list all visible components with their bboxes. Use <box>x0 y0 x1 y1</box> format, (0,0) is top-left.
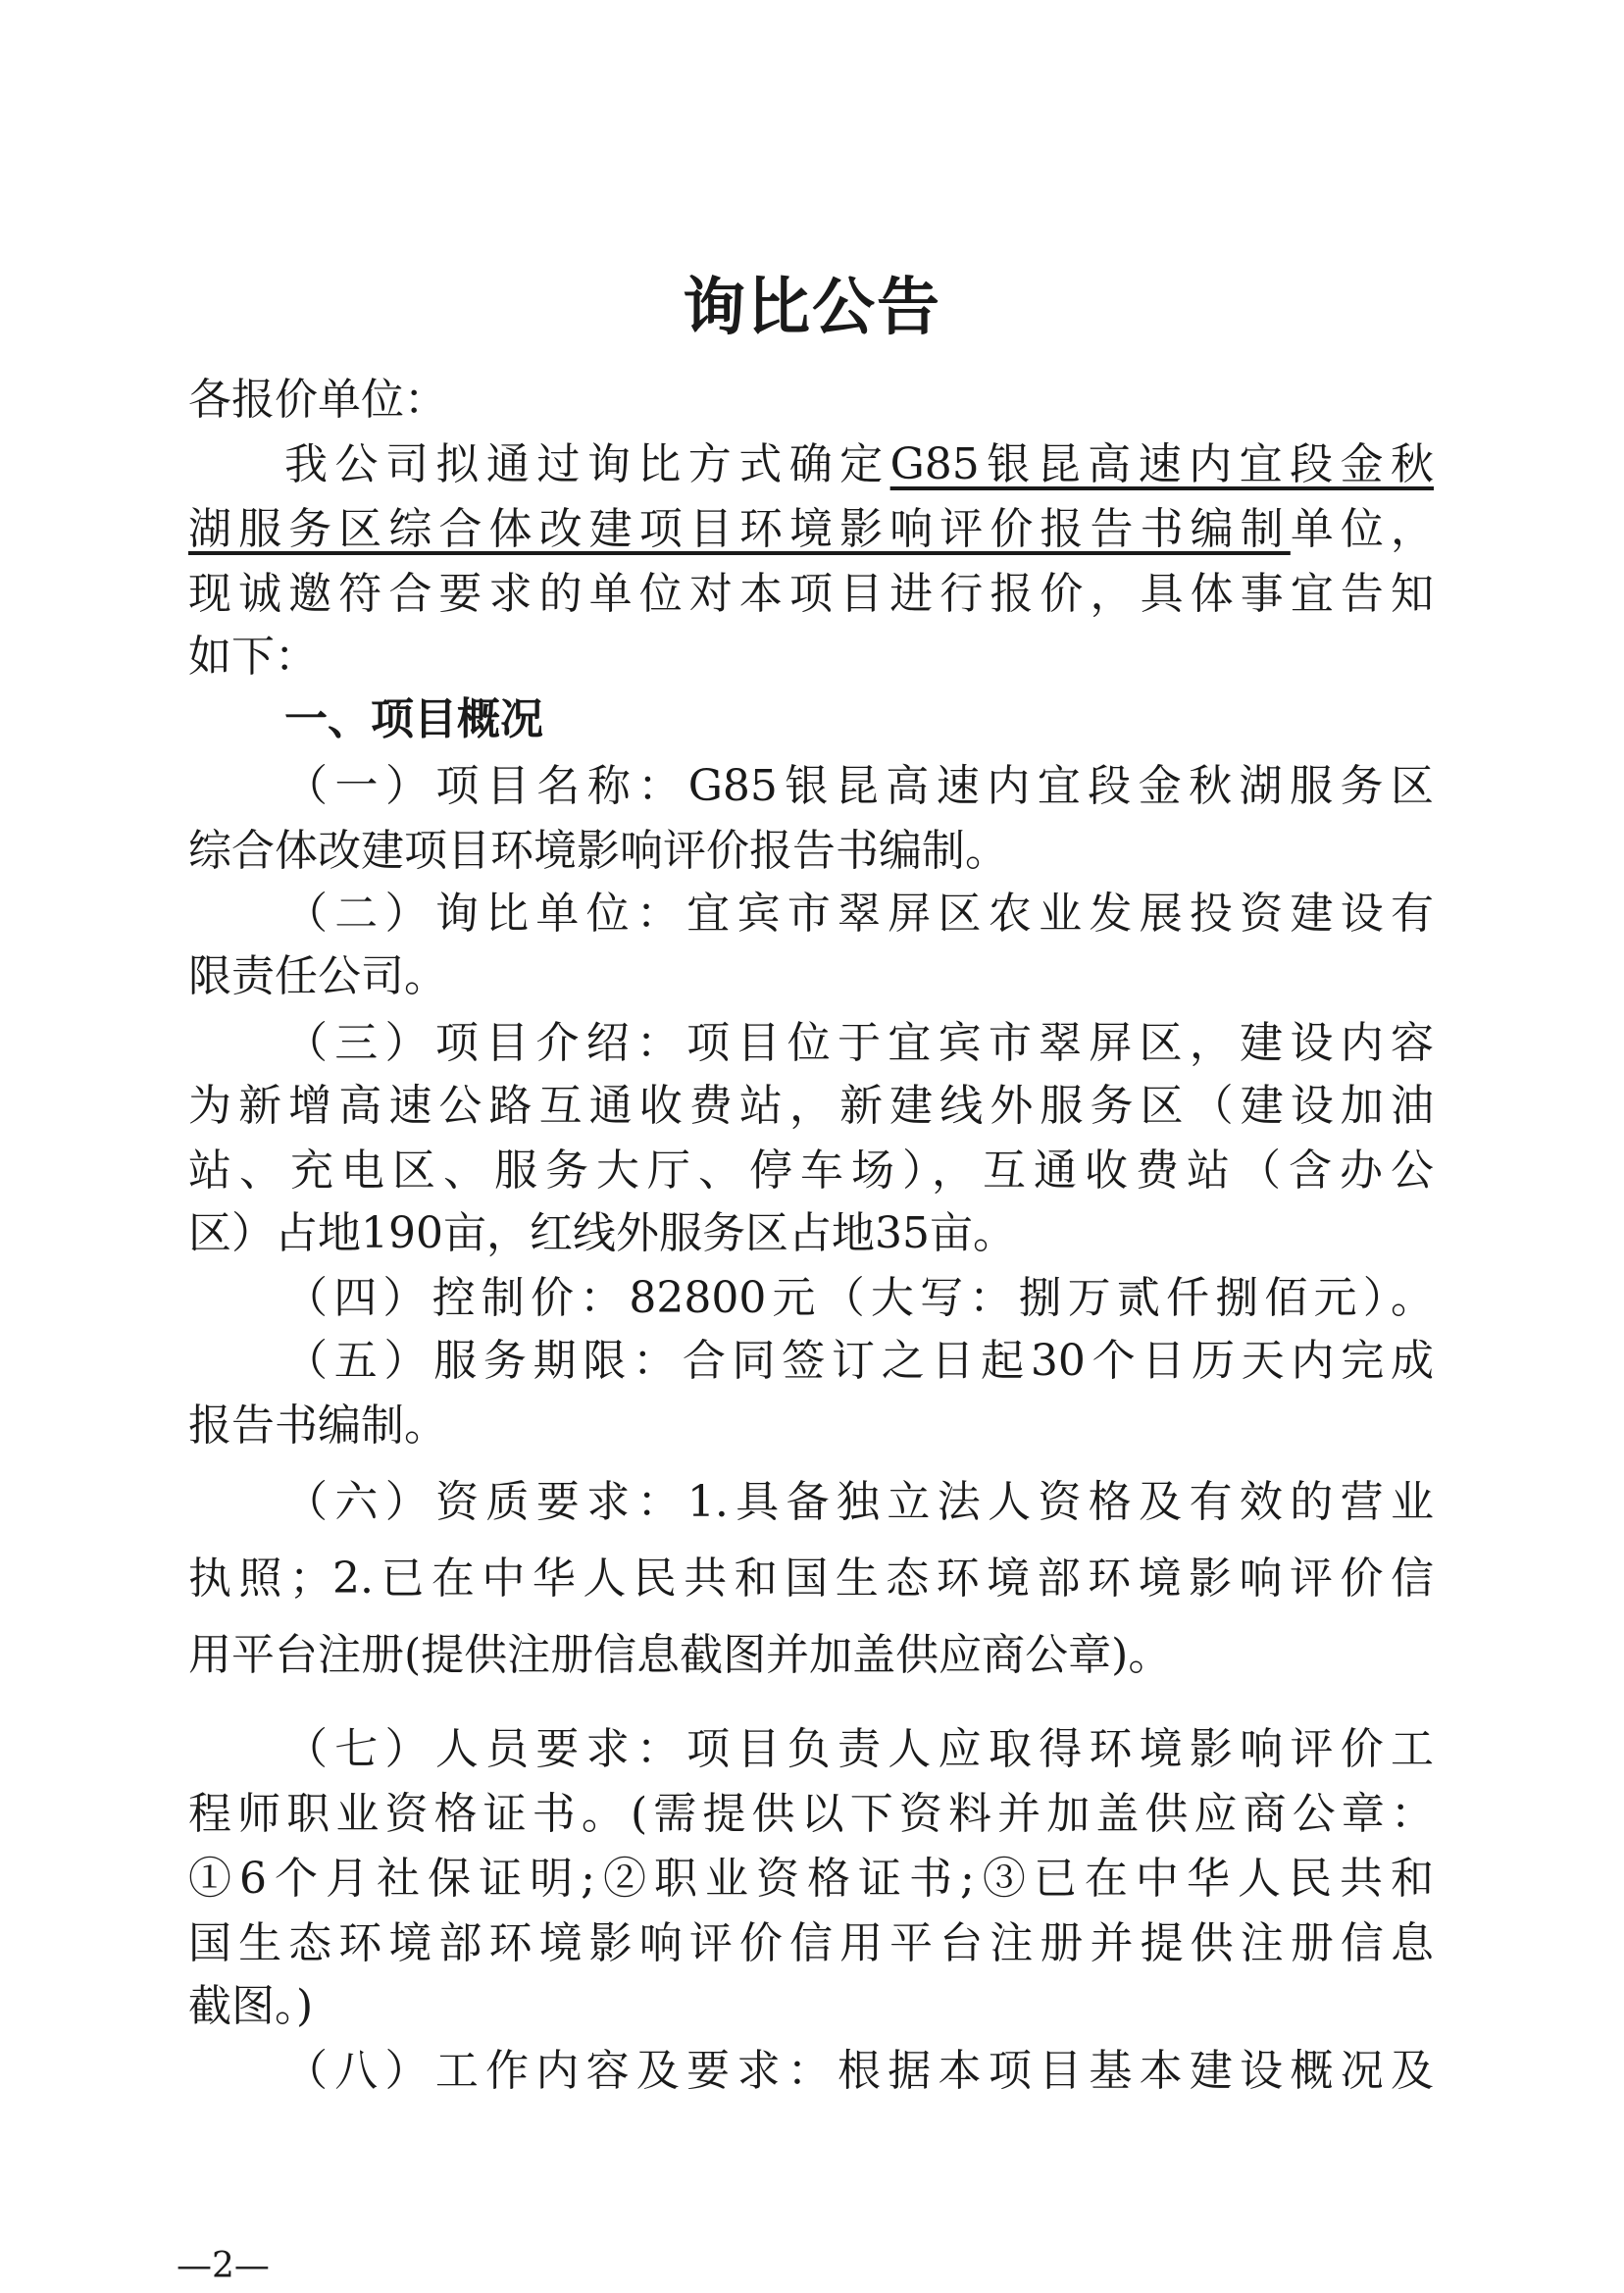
item-intro-line-1: （三）项目介绍：项目位于宜宾市翠屏区，建设内容 <box>284 1018 1434 1068</box>
item-qual-line-2: 执照；2.已在中华人民共和国生态环境部环境影响评价信 <box>188 1554 1434 1604</box>
intro-line-3: 现诚邀符合要求的单位对本项目进行报价，具体事宜告知 <box>188 569 1434 619</box>
item-intro-line-3: 站、充电区、服务大厅、停车场），互通收费站（含办公 <box>188 1146 1434 1196</box>
item-staff-line-5: 截图。) <box>188 1981 314 2031</box>
item-intro-line-4: 区）占地190亩，红线外服务区占地35亩。 <box>188 1208 1016 1258</box>
item-term-line-1: （五）服务期限：合同签订之日起30个日历天内完成 <box>284 1336 1434 1386</box>
intro-line-4: 如下： <box>188 632 318 682</box>
item-unit-line-1: （二）询比单位：宜宾市翠屏区农业发展投资建设有 <box>284 889 1434 939</box>
intro-text: 单位， <box>1290 504 1435 554</box>
project-title-underlined: 湖服务区综合体改建项目环境影响评价报告书编制 <box>188 504 1291 554</box>
item-unit-line-2: 限责任公司。 <box>188 951 447 1001</box>
salutation: 各报价单位： <box>188 375 447 425</box>
item-work-line-1: （八）工作内容及要求：根据本项目基本建设概况及 <box>284 2046 1434 2096</box>
item-staff-line-4: 国生态环境部环境影响评价信用平台注册并提供注册信息 <box>188 1918 1434 1968</box>
project-title-underlined: G85银昆高速内宜段金秋 <box>889 439 1435 489</box>
item-term-line-2: 报告书编制。 <box>188 1401 447 1451</box>
item-staff-line-1: （七）人员要求：项目负责人应取得环境影响评价工 <box>284 1724 1434 1774</box>
page-title: 询比公告 <box>683 272 941 344</box>
item-qual-line-3: 用平台注册(提供注册信息截图并加盖供应商公章)。 <box>188 1630 1172 1680</box>
item-name-line-1: （一）项目名称：G85银昆高速内宜段金秋湖服务区 <box>284 761 1434 811</box>
intro-line-1 <box>284 435 1434 498</box>
item-intro-line-2: 为新增高速公路互通收费站，新建线外服务区（建设加油 <box>188 1081 1434 1131</box>
intro-text: 我公司拟通过询比方式确定 <box>284 439 890 489</box>
item-staff-line-2: 程师职业资格证书。(需提供以下资料并加盖供应商公章： <box>188 1789 1434 1839</box>
page-number: —2— <box>177 2246 270 2286</box>
intro-line-2 <box>188 500 1434 563</box>
item-staff-line-3: ①6个月社保证明;②职业资格证书;③已在中华人民共和 <box>188 1854 1434 1904</box>
item-name-line-2: 综合体改建项目环境影响评价报告书编制。 <box>188 826 1008 876</box>
item-qual-line-1: （六）资质要求：1.具备独立法人资格及有效的营业 <box>284 1477 1434 1527</box>
section-heading: 一、项目概况 <box>284 694 543 744</box>
item-price-line-1: （四）控制价：82800元（大写：捌万贰仟捌佰元）。 <box>284 1273 1434 1323</box>
